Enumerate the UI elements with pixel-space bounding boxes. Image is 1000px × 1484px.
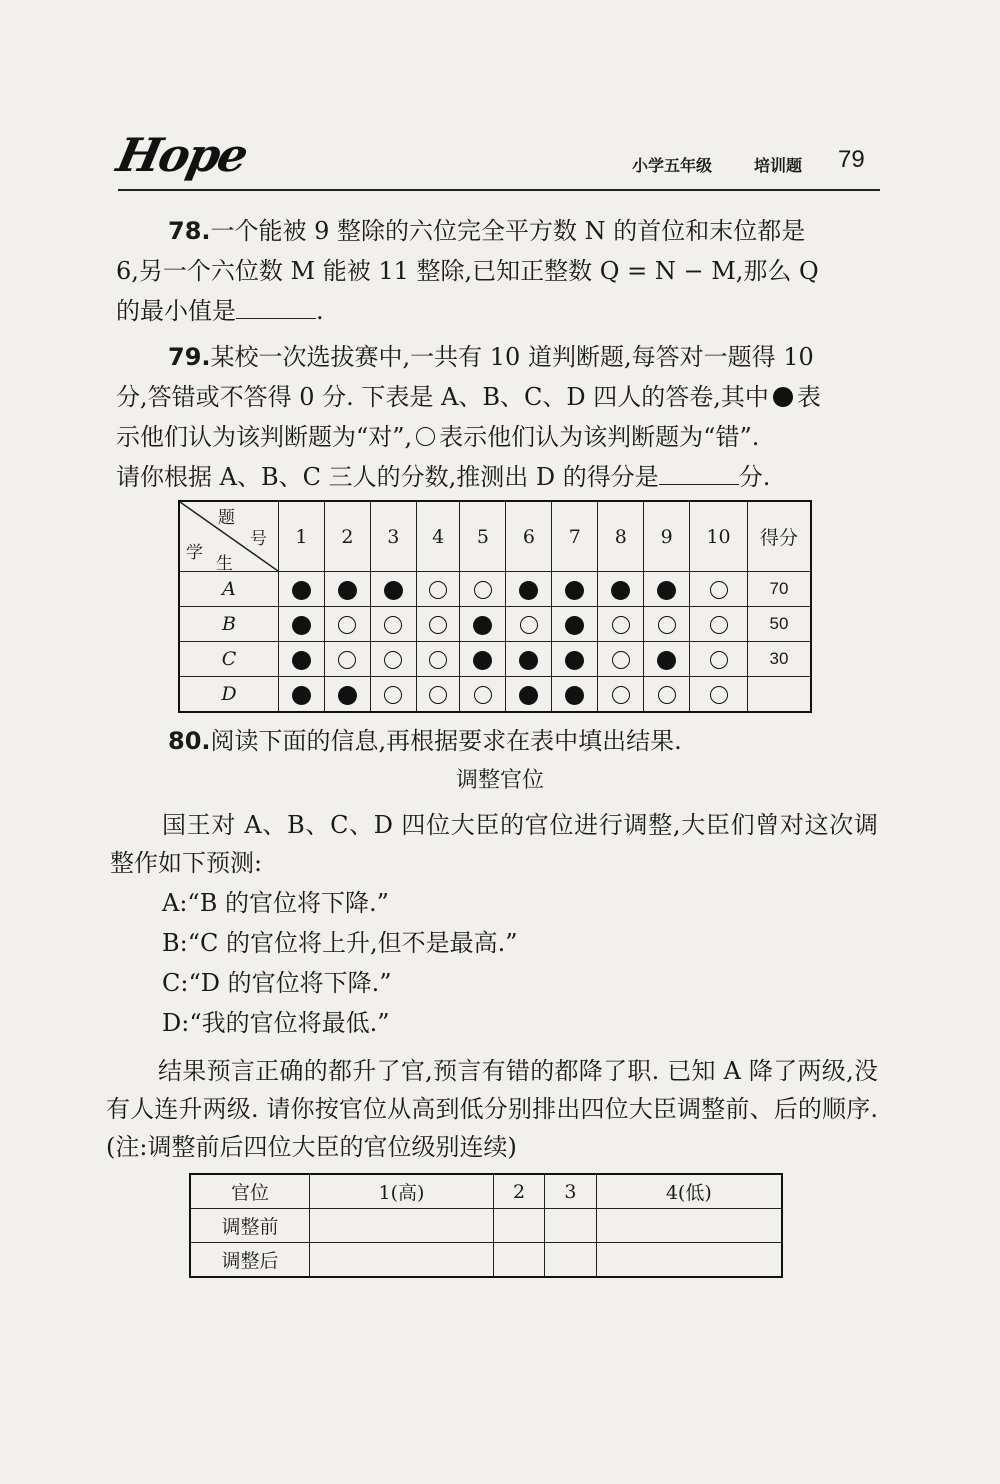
- hollow-circle-icon: [429, 581, 447, 599]
- question-number-header: 6: [506, 501, 552, 572]
- q78-line1: 一个能被 9 整除的六位完全平方数 N 的首位和末位都是: [210, 217, 806, 245]
- answer-cell: [690, 572, 748, 607]
- question-number-header: 2: [324, 501, 370, 572]
- answer-sheet-table: [178, 500, 812, 713]
- answer-cell: [370, 677, 416, 713]
- q79-line3-part-a: 示他们认为该判断题为“对”,: [116, 423, 413, 451]
- filled-circle-icon: [657, 651, 676, 670]
- table-row: [190, 1243, 782, 1278]
- hollow-circle-icon: [612, 616, 630, 634]
- answer-cell: [460, 572, 506, 607]
- exercise-type-label: 培训题: [754, 156, 803, 175]
- hollow-circle-icon: [338, 651, 356, 669]
- question-number: 79.: [168, 343, 211, 371]
- hollow-circle-icon: [710, 686, 728, 704]
- q79-line2-text: 分,答错或不答得 0 分. 下表是 A、B、C、D 四人的答卷,其中: [116, 383, 769, 411]
- grade-label: 小学五年级: [632, 156, 713, 175]
- answer-cell: [552, 572, 598, 607]
- q78-line2: 6,另一个六位数 M 能被 11 整除,已知正整数 Q = N − M,那么 Q: [116, 257, 819, 285]
- answer-table-body: [179, 572, 811, 713]
- answer-cell: [370, 642, 416, 677]
- answer-cell: [690, 607, 748, 642]
- fill-cell[interactable]: [493, 1209, 544, 1243]
- answer-cell: [506, 642, 552, 677]
- statement-a: A:“B 的官位将下降.”: [162, 889, 389, 917]
- filled-circle-icon: [473, 616, 492, 635]
- row-label-after: 调整后: [190, 1243, 310, 1278]
- answer-cell: [598, 677, 644, 713]
- filled-circle-icon: [473, 651, 492, 670]
- answer-cell: [552, 677, 598, 713]
- question-number-header: 5: [460, 501, 506, 572]
- answer-cell: [506, 677, 552, 713]
- q79-line4: [116, 458, 886, 496]
- answer-cell: [279, 677, 325, 713]
- statement-b: B:“C 的官位将上升,但不是最高.”: [162, 929, 518, 957]
- filled-circle-icon: [657, 581, 676, 600]
- answer-cell: [370, 607, 416, 642]
- question-number-header: 4: [416, 501, 460, 572]
- hollow-circle-icon: [429, 616, 447, 634]
- question-number: 80.: [168, 727, 211, 755]
- hollow-circle-icon: [338, 616, 356, 634]
- answer-cell: [598, 607, 644, 642]
- hollow-circle-icon: [612, 686, 630, 704]
- filled-circle-icon: [611, 581, 630, 600]
- page-number: 79: [838, 146, 865, 173]
- q78-line3: [116, 292, 886, 330]
- fill-cell[interactable]: [493, 1243, 544, 1278]
- answer-cell: [324, 572, 370, 607]
- answer-cell: [416, 677, 460, 713]
- fill-cell[interactable]: [545, 1243, 596, 1278]
- answer-cell: [552, 642, 598, 677]
- filled-circle-icon: [565, 686, 584, 705]
- fill-cell[interactable]: [596, 1243, 782, 1278]
- question-number: 78.: [168, 217, 211, 245]
- answer-cell: [506, 607, 552, 642]
- hollow-circle-icon: [710, 651, 728, 669]
- answer-cell: [690, 642, 748, 677]
- hollow-circle-icon: [429, 651, 447, 669]
- answer-cell: [370, 572, 416, 607]
- brand-logo: Hope: [112, 128, 252, 182]
- header-divider: [118, 189, 880, 191]
- statement-c: C:“D 的官位将下降.”: [162, 969, 392, 997]
- student-name-cell: D: [179, 677, 279, 713]
- answer-cell: [460, 607, 506, 642]
- answer-cell: [644, 642, 690, 677]
- q79-line2: [116, 378, 886, 416]
- answer-cell: [279, 642, 325, 677]
- question-number-header: 3: [370, 501, 416, 572]
- filled-circle-icon: [292, 651, 311, 670]
- hollow-circle-icon: [474, 686, 492, 704]
- answer-cell: [690, 677, 748, 713]
- hollow-circle-icon: [474, 581, 492, 599]
- answer-cell: [279, 572, 325, 607]
- q80-paragraph-2: 结果预言正确的都升了官,预言有错的都降了职. 已知 A 降了两级,没有人连升两级. 请你按官位从高到低分别排出四位大臣调整前、后的顺序.(注:调整前后四位大臣的官位级别连续): [106, 1057, 878, 1161]
- rank-header-cell: 官位: [190, 1174, 310, 1209]
- score-header: 得分: [748, 501, 812, 572]
- question-number-header: 8: [598, 501, 644, 572]
- hollow-circle-icon: [416, 427, 435, 446]
- q79-line3: [116, 418, 886, 456]
- answer-blank[interactable]: [659, 462, 739, 485]
- filled-circle-icon: [292, 686, 311, 705]
- answer-cell: [416, 607, 460, 642]
- rank-header-cell: 3: [545, 1174, 596, 1209]
- filled-circle-icon: [565, 581, 584, 600]
- statement-d: D:“我的官位将最低.”: [162, 1009, 390, 1037]
- answer-cell: [279, 607, 325, 642]
- hollow-circle-icon: [429, 686, 447, 704]
- table-row: [179, 642, 811, 677]
- answer-cell: [324, 642, 370, 677]
- hollow-circle-icon: [658, 686, 676, 704]
- question-number-header: 9: [644, 501, 690, 572]
- answer-cell: [416, 642, 460, 677]
- question-number-header: 10: [690, 501, 748, 572]
- filled-circle-icon: [292, 616, 311, 635]
- answer-cell: [552, 607, 598, 642]
- section-title: 调整官位: [455, 768, 544, 793]
- score-cell: 70: [748, 572, 812, 607]
- q79-line2-end: 表: [796, 383, 821, 411]
- answer-cell: [598, 572, 644, 607]
- fill-cell[interactable]: [545, 1209, 596, 1243]
- question-79: [116, 338, 886, 376]
- answer-cell: [598, 642, 644, 677]
- q80-intro: 阅读下面的信息,再根据要求在表中填出结果.: [210, 727, 682, 755]
- ranking-header-row: [190, 1174, 782, 1209]
- hollow-circle-icon: [612, 651, 630, 669]
- filled-circle-icon: [565, 651, 584, 670]
- hollow-circle-icon: [658, 616, 676, 634]
- filled-circle-icon: [338, 581, 357, 600]
- hollow-circle-icon: [384, 686, 402, 704]
- diagonal-header-cell: [179, 501, 279, 572]
- ranking-table: [189, 1173, 783, 1278]
- question-80: [116, 722, 886, 760]
- score-cell: 50: [748, 607, 812, 642]
- q79-line1: 某校一次选拔赛中,一共有 10 道判断题,每答对一题得 10: [210, 343, 814, 371]
- corner-label-xue: 学: [186, 543, 203, 563]
- filled-circle-icon: [519, 581, 538, 600]
- hollow-circle-icon: [520, 616, 538, 634]
- answer-cell: [324, 677, 370, 713]
- filled-circle-icon: [773, 387, 793, 407]
- student-name-cell: B: [179, 607, 279, 642]
- hollow-circle-icon: [710, 581, 728, 599]
- table-header-row: [179, 501, 811, 572]
- score-cell: [748, 677, 812, 713]
- question-78: [116, 212, 886, 250]
- answer-cell: [416, 572, 460, 607]
- table-row: [190, 1209, 782, 1243]
- fill-cell[interactable]: [596, 1209, 782, 1243]
- hollow-circle-icon: [384, 651, 402, 669]
- q80-paragraph-1: 国王对 A、B、C、D 四位大臣的官位进行调整,大臣们曾对这次调整作如下预测:: [110, 811, 878, 877]
- table-row: [179, 607, 811, 642]
- score-cell: 30: [748, 642, 812, 677]
- question-number-header: 1: [279, 501, 325, 572]
- fill-cell[interactable]: [310, 1243, 494, 1278]
- filled-circle-icon: [519, 686, 538, 705]
- hollow-circle-icon: [710, 616, 728, 634]
- hollow-circle-icon: [384, 616, 402, 634]
- filled-circle-icon: [338, 686, 357, 705]
- fill-cell[interactable]: [310, 1209, 494, 1243]
- question-number-header: 7: [552, 501, 598, 572]
- q79-line4-end: 分.: [738, 463, 771, 491]
- answer-cell: [324, 607, 370, 642]
- corner-label-sheng: 生: [216, 554, 233, 574]
- q78-line3-end: .: [316, 297, 324, 325]
- table-row: [179, 572, 811, 607]
- corner-label-ti: 题: [218, 508, 235, 528]
- answer-blank[interactable]: [236, 296, 316, 319]
- filled-circle-icon: [565, 616, 584, 635]
- rank-header-cell: 2: [493, 1174, 544, 1209]
- rank-header-cell: 1(高): [310, 1174, 494, 1209]
- answer-cell: [644, 572, 690, 607]
- answer-cell: [644, 677, 690, 713]
- row-label-before: 调整前: [190, 1209, 310, 1243]
- q79-line3-part-b: 表示他们认为该判断题为“错”.: [439, 423, 760, 451]
- q78-line3-text: 的最小值是: [116, 297, 236, 325]
- answer-cell: [644, 607, 690, 642]
- table-row: [179, 677, 811, 713]
- answer-cell: [506, 572, 552, 607]
- q79-line4-text: 请你根据 A、B、C 三人的分数,推测出 D 的得分是: [116, 463, 659, 491]
- corner-label-hao: 号: [250, 529, 267, 549]
- student-name-cell: A: [179, 572, 279, 607]
- answer-cell: [460, 677, 506, 713]
- rank-header-cell: 4(低): [596, 1174, 782, 1209]
- student-name-cell: C: [179, 642, 279, 677]
- filled-circle-icon: [292, 581, 311, 600]
- answer-cell: [460, 642, 506, 677]
- filled-circle-icon: [519, 651, 538, 670]
- filled-circle-icon: [384, 581, 403, 600]
